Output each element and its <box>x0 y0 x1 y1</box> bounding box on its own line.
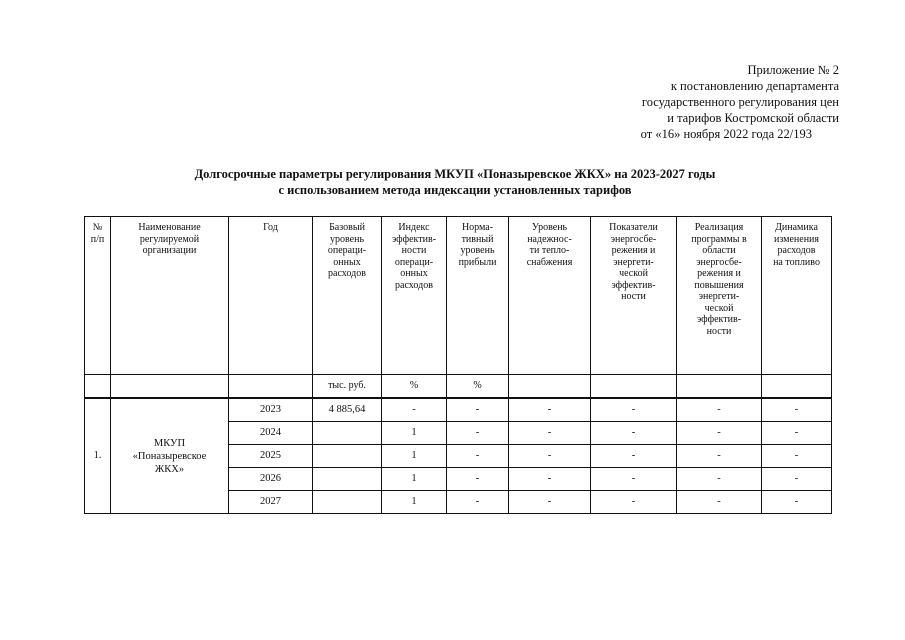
cell-program: - <box>677 445 762 468</box>
cell-year: 2023 <box>229 398 313 422</box>
cell-base <box>313 491 382 514</box>
header-text: изменения <box>773 233 820 245</box>
header-text: эффектив- <box>611 279 656 291</box>
cell-energy: - <box>591 491 677 514</box>
cell-index: 1 <box>382 445 447 468</box>
header-text: расходов <box>328 268 366 279</box>
unit-cell <box>509 375 591 399</box>
column-header <box>229 217 313 375</box>
header-text: ти тепло- <box>529 245 570 256</box>
header-text: энергосбе- <box>696 256 742 268</box>
header-text: эффектив- <box>391 233 437 245</box>
header-text: энергети- <box>698 291 740 302</box>
header-text: повышения <box>694 279 744 291</box>
header-text: Показатели <box>609 222 658 233</box>
cell-year: 2024 <box>229 422 313 445</box>
header-text: ческой <box>704 302 734 314</box>
column-header <box>591 217 677 375</box>
header-text: надежнос- <box>527 233 572 245</box>
cell-year: 2026 <box>229 468 313 491</box>
cell-profit: - <box>447 491 509 514</box>
header-row <box>85 217 832 375</box>
column-header <box>762 217 832 375</box>
header-text: онных <box>400 268 428 279</box>
cell-fuel: - <box>762 422 832 445</box>
cell-energy: - <box>591 445 677 468</box>
cell-fuel: - <box>762 445 832 468</box>
unit-cell <box>85 375 111 399</box>
header-text: Индекс <box>398 222 430 233</box>
header-text: № <box>92 222 103 233</box>
header-text: Уровень <box>531 222 568 233</box>
title-line: с использованием метода индексации установленных тарифов <box>278 183 632 197</box>
header-text: онных <box>333 256 361 268</box>
header-text: п/п <box>90 233 105 245</box>
cell-base <box>313 422 382 445</box>
header-text: программы в <box>691 233 747 245</box>
header-text: на топливо <box>773 256 820 268</box>
cell-reliability: - <box>509 491 591 514</box>
cell-profit: - <box>447 398 509 422</box>
cell-fuel: - <box>762 398 832 422</box>
unit-cell <box>229 375 313 399</box>
header-text: расходов <box>777 245 816 256</box>
header-text: расходов <box>395 279 433 291</box>
unit-cell <box>762 375 832 399</box>
cell-reliability: - <box>509 468 591 491</box>
header-text: эффектив- <box>696 314 742 325</box>
cell-profit: - <box>447 422 509 445</box>
cell-energy: - <box>591 468 677 491</box>
unit-cell <box>111 375 229 399</box>
cell-program: - <box>677 398 762 422</box>
header-text: ности <box>621 291 646 302</box>
header-text: ности <box>401 245 427 256</box>
row-number: 1. <box>85 398 111 514</box>
header-text: Динамика <box>775 222 818 233</box>
organization-name <box>111 398 229 514</box>
organization-line: МКУП <box>153 437 186 449</box>
appendix-block <box>641 62 839 142</box>
cell-fuel: - <box>762 491 832 514</box>
header-text: области <box>702 245 736 256</box>
table-row <box>85 398 832 422</box>
header-text: уровень <box>460 245 495 256</box>
cell-profit: - <box>447 445 509 468</box>
header-text: прибыли <box>458 256 497 268</box>
column-header <box>677 217 762 375</box>
document-title <box>60 166 850 198</box>
unit-cell: % <box>447 375 509 399</box>
column-header <box>313 217 382 375</box>
header-text: энергети- <box>613 256 654 268</box>
header-text: Реализация <box>694 222 744 233</box>
header-text: Год <box>263 222 278 233</box>
cell-index: - <box>382 398 447 422</box>
cell-index: 1 <box>382 491 447 514</box>
column-header <box>509 217 591 375</box>
header-text: Наименование <box>138 222 201 233</box>
cell-year: 2027 <box>229 491 313 514</box>
header-text: операци- <box>394 256 434 268</box>
unit-cell <box>677 375 762 399</box>
cell-reliability: - <box>509 422 591 445</box>
header-text: тивный <box>461 233 494 245</box>
unit-cell: тыс. руб. <box>313 375 382 399</box>
parameters-table <box>84 216 832 514</box>
cell-program: - <box>677 491 762 514</box>
header-text: организации <box>142 245 197 256</box>
units-row <box>85 375 832 399</box>
column-header <box>447 217 509 375</box>
cell-base: 4 885,64 <box>313 398 382 422</box>
cell-program: - <box>677 422 762 445</box>
cell-program: - <box>677 468 762 491</box>
column-header <box>111 217 229 375</box>
appendix-line: и тарифов Костромской области <box>667 111 839 125</box>
header-text: регулируемой <box>139 233 200 245</box>
cell-fuel: - <box>762 468 832 491</box>
appendix-line: от «16» ноября 2022 года 22/193 <box>640 127 812 141</box>
header-text: Базовый <box>329 222 365 233</box>
title-line: Долгосрочные параметры регулирования МКУП «Поназыревское ЖКХ» на 2023-2027 годы <box>194 167 716 181</box>
cell-index: 1 <box>382 468 447 491</box>
header-text: ческой <box>619 268 648 279</box>
unit-cell: % <box>382 375 447 399</box>
header-text: энергосбе- <box>610 233 657 245</box>
header-text: ности <box>706 325 732 337</box>
appendix-line: Приложение № 2 <box>747 63 839 77</box>
cell-base <box>313 445 382 468</box>
header-text: режения и <box>611 245 656 256</box>
cell-profit: - <box>447 468 509 491</box>
cell-year: 2025 <box>229 445 313 468</box>
header-text: снабжения <box>526 256 573 268</box>
organization-line: «Поназыревское <box>132 450 207 462</box>
header-text: Норма- <box>461 222 494 233</box>
appendix-line: государственного регулирования цен <box>641 95 839 109</box>
unit-cell <box>591 375 677 399</box>
appendix-line: к постановлению департамента <box>670 79 839 93</box>
column-header <box>85 217 111 375</box>
organization-line: ЖКХ» <box>154 463 185 475</box>
header-text: режения и <box>697 268 741 279</box>
cell-index: 1 <box>382 422 447 445</box>
header-text: уровень <box>329 233 364 245</box>
cell-energy: - <box>591 422 677 445</box>
header-text: операци- <box>327 245 367 256</box>
cell-reliability: - <box>509 398 591 422</box>
cell-energy: - <box>591 398 677 422</box>
cell-reliability: - <box>509 445 591 468</box>
cell-base <box>313 468 382 491</box>
column-header <box>382 217 447 375</box>
